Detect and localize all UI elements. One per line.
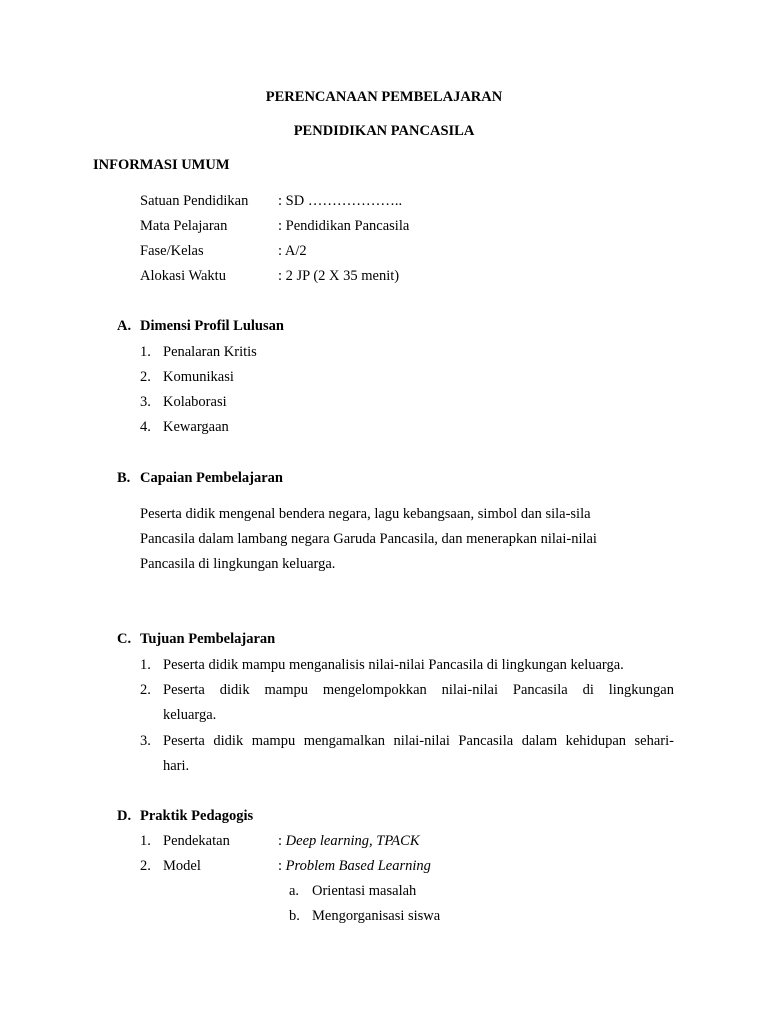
document-subtitle: PENDIDIKAN PANCASILA: [293, 123, 475, 139]
info-value: : Pendidikan Pancasila: [278, 218, 410, 234]
list-number: 2.: [140, 682, 151, 698]
list-item: Peserta didik mampu mengamalkan nilai-nilai Pancasila dalam kehidupan sehari-: [163, 733, 674, 749]
list-number: 1.: [140, 344, 151, 360]
pedagogy-label: Model: [163, 858, 201, 874]
list-number: 2.: [140, 369, 151, 385]
info-label: Alokasi Waktu: [140, 268, 226, 284]
step-item: Mengorganisasi siswa: [312, 908, 441, 924]
list-number: 1.: [140, 833, 151, 849]
info-label: Fase/Kelas: [140, 243, 204, 259]
list-number: 2.: [140, 858, 151, 874]
step-letter: a.: [289, 883, 300, 899]
paragraph-line: Pancasila dalam lambang negara Garuda Pancasila, dan menerapkan nilai-nilai: [140, 531, 597, 547]
info-value: : 2 JP (2 X 35 menit): [278, 268, 400, 284]
section-c-marker: C.: [117, 631, 132, 647]
pedagogy-label: Pendekatan: [163, 833, 230, 849]
list-number: 1.: [140, 657, 151, 673]
section-b-heading: Capaian Pembelajaran: [140, 470, 283, 486]
section-b-marker: B.: [117, 470, 131, 486]
general-info-heading: INFORMASI UMUM: [93, 157, 230, 173]
list-item: Kolaborasi: [163, 394, 227, 410]
section-d-heading: Praktik Pedagogis: [140, 808, 254, 824]
step-item: Orientasi masalah: [312, 883, 417, 899]
list-item: Peserta didik mampu mengelompokkan nilai-nilai Pancasila di lingkungan: [163, 682, 674, 698]
step-letter: b.: [289, 908, 300, 924]
list-number: 3.: [140, 394, 151, 410]
paragraph-line: Pancasila di lingkungan keluarga.: [140, 556, 336, 572]
section-c-heading: Tujuan Pembelajaran: [140, 631, 276, 647]
list-item: Penalaran Kritis: [163, 344, 257, 360]
info-label: Satuan Pendidikan: [140, 193, 249, 209]
list-number: 4.: [140, 419, 151, 435]
pedagogy-value: : Deep learning, TPACK: [278, 833, 420, 849]
list-item: Komunikasi: [163, 369, 234, 385]
paragraph-line: Peserta didik mengenal bendera negara, lagu kebangsaan, simbol dan sila-sila: [140, 506, 591, 522]
document-title: PERENCANAAN PEMBELAJARAN: [265, 89, 503, 105]
info-value: : A/2: [278, 243, 307, 259]
section-d-marker: D.: [117, 808, 132, 824]
list-item: Peserta didik mampu menganalisis nilai-nilai Pancasila di lingkungan keluarga.: [163, 657, 624, 673]
pedagogy-value: : Problem Based Learning: [278, 858, 431, 874]
section-a-heading: Dimensi Profil Lulusan: [140, 318, 284, 334]
list-item-continuation: keluarga.: [163, 707, 217, 723]
list-item: Kewargaan: [163, 419, 229, 435]
section-a-marker: A.: [117, 318, 132, 334]
info-label: Mata Pelajaran: [140, 218, 228, 234]
list-item-continuation: hari.: [163, 758, 190, 774]
info-value: : SD ………………..: [278, 193, 403, 209]
list-number: 3.: [140, 733, 151, 749]
